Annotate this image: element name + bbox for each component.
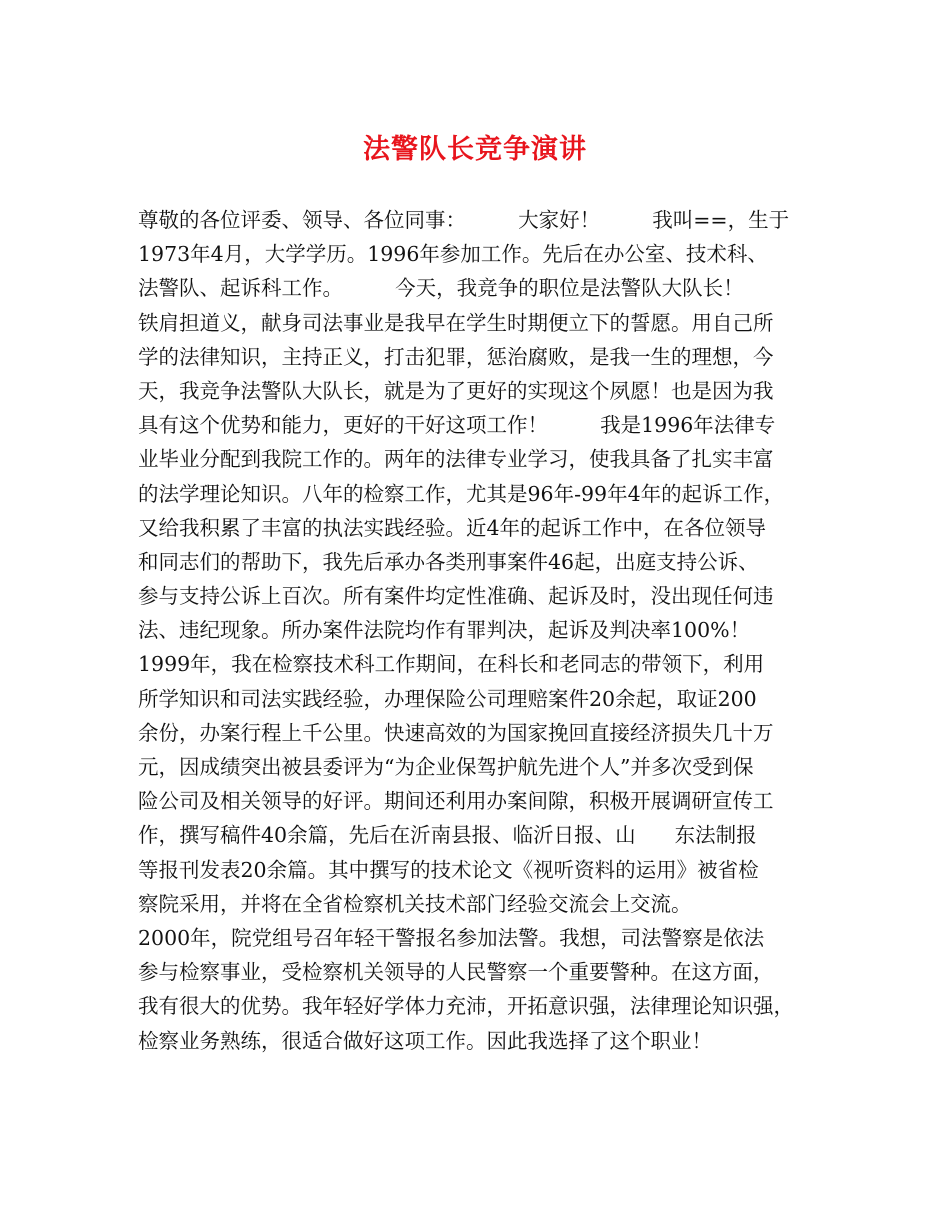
document-title: 法警队长竞争演讲 (363, 134, 587, 165)
body-line: 我有很大的优势。我年轻好学体力充沛，开拓意识强，法律理论知识强， (138, 994, 794, 1019)
body-line: 又给我积累了丰富的执法实践经验。近4年的起诉工作中，在各位领导 (138, 515, 767, 540)
body-line: 元，因成绩突出被县委评为“为企业保驾护航先进个人”并多次受到保 (138, 755, 754, 779)
body-line: 尊敬的各位评委、领导、各位同事： 大家好！ 我叫==，生于 (138, 208, 790, 232)
body-line: 的法学理论知识。八年的检察工作，尤其是96年-99年4年的起诉工作， (138, 481, 785, 506)
body-line: 作，撰写稿件40余篇，先后在沂南县报、临沂日报、山 东法制报 (138, 823, 757, 848)
body-line: 铁肩担道义，献身司法事业是我早在学生时期便立下的誓愿。用自己所 (138, 310, 774, 335)
body-line: 业毕业分配到我院工作的。两年的法律专业学习，使我具备了扎实丰富 (138, 447, 774, 472)
body-line: 具有这个优势和能力，更好的干好这项工作！ 我是1996年法律专 (138, 413, 776, 438)
body-line: 参与检察事业，受检察机关领导的人民警察一个重要警种。在这方面， (138, 960, 774, 985)
document-body (138, 203, 818, 1058)
body-line: 等报刊发表20余篇。其中撰写的技术论文《视听资料的运用》被省检 (138, 857, 759, 882)
body-line: 法警队、起诉科工作。 今天，我竞争的职位是法警队大队长！ (138, 276, 744, 301)
body-line: 和同志们的帮助下，我先后承办各类刑事案件46起，出庭支持公诉、 (138, 549, 759, 574)
body-line: 法、违纪现象。所办案件法院均作有罪判决，起诉及判决率100%！ (138, 618, 751, 643)
body-line: 察院采用，并将在全省检察机关技术部门经验交流会上交流。 (138, 891, 692, 916)
body-line: 1999年，我在检察技术科工作期间，在科长和老同志的带领下，利用 (138, 652, 765, 677)
body-line: 2000年，院党组号召年轻干警报名参加法警。我想，司法警察是依法 (138, 925, 765, 950)
body-line: 所学知识和司法实践经验，办理保险公司理赔案件20余起，取证200 (138, 686, 757, 711)
body-line: 参与支持公诉上百次。所有案件均定性准确、起诉及时，没出现任何违 (138, 584, 774, 609)
body-line: 学的法律知识，主持正义，打击犯罪，惩治腐败，是我一生的理想，今 (138, 344, 774, 369)
body-line: 天，我竞争法警队大队长，就是为了更好的实现这个夙愿！也是因为我 (138, 378, 774, 403)
body-line: 余份，办案行程上千公里。快速高效的为国家挽回直接经济损失几十万 (138, 720, 774, 745)
body-line: 1973年4月，大学学历。1996年参加工作。先后在办公室、技术科、 (138, 242, 768, 267)
body-line: 险公司及相关领导的好评。期间还利用办案间隙，积极开展调研宣传工 (138, 789, 774, 814)
body-line: 检察业务熟练，很适合做好这项工作。因此我选择了这个职业！ (138, 1028, 712, 1053)
